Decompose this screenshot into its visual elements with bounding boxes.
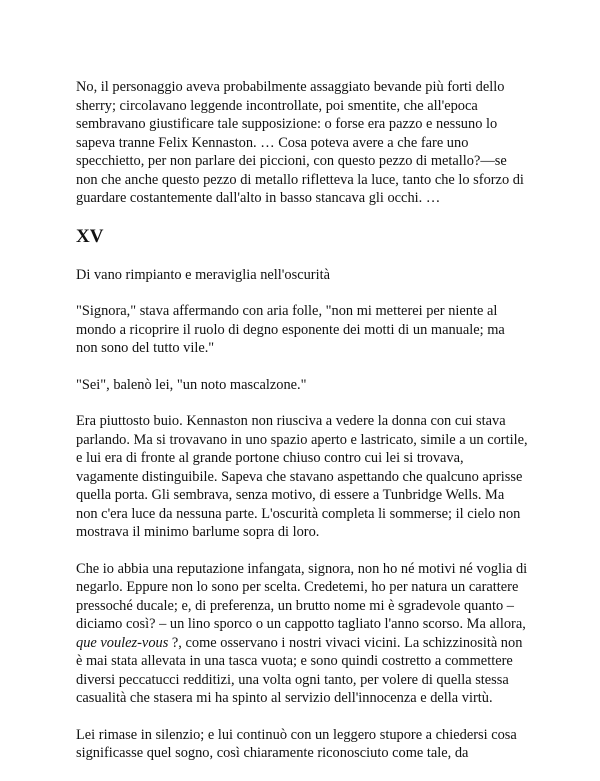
paragraph: "Signora," stava affermando con aria folle, "non mi metterei per niente al mondo a ricoprire il ruolo di degno esponente dei motti di un manuale; ma non sono del tutto vile." [76,303,505,356]
paragraph: "Sei", balenò lei, "un noto mascalzone." [76,376,307,393]
paragraph: No, il personaggio aveva probabilmente assaggiato bevande più forti dello sherry; circolavano leggende incontrollate, poi smentite, che all'epoca sembravano giustificare tale supposizione: o forse era pazzo e nessuno lo sapeva tranne Felix Kennaston. … Cosa poteva avere a che fare uno specchietto, per non parlare dei piccioni, con questo pezzo di metallo?—se non che anche questo pezzo di metallo rifletteva la luce, tanto che lo sforzo di guardare costantemente dall'alto in basso stancava gli occhi. … [76,79,524,206]
italic-phrase: que voulez-vous [76,634,169,651]
paragraph: Era piuttosto buio. Kennaston non riusciva a vedere la donna con cui stava parlando. Ma si trovavano in uno spazio aperto e lastricato, simile a un cortile, e lui era di fronte al grande portone chiuso contro cui lei si trovava, vagamente distinguibile. Sapeva che stavano aspettando che qualcuno aprisse quella porta. Gli sembrava, senza motivo, di essere a Tunbridge Wells. Ma non c'era luce da nessuna parte. L'oscurità completa li sommerse; il cielo non mostrava il minimo barlume sopra di loro. [76,413,528,540]
paragraph [76,560,528,708]
paragraph: Lei rimase in silenzio; e lui continuò con un leggero stupore a chiedersi cosa significasse quel sogno, così chiaramente riconosciuto come tale, da [76,726,517,761]
chapter-number: XV [76,225,104,247]
paragraph-text: Che io abbia una reputazione infangata, signora, non ho né motivi né voglia di negarlo. Eppure non lo sono per scelta. Credetemi, ho per natura un carattere pressoché ducale; e, di preferenza, un brutto nome mi è sgradevole quanto – diciamo così? – un lino sporco o un cappotto tagliato l'anno scorso. Ma allora, [76,560,528,632]
chapter-title: Di vano rimpianto e meraviglia nell'oscurità [76,266,330,283]
document-page [76,78,528,781]
paragraph-text: ?, come osservano i nostri vivaci vicini. La schizzinosità non è mai stata allevata in una tasca vuota; e sono quindi costretto a commettere diversi peccatucci redditizi, una volta ogni tanto, per volere di quella stessa casualità che stasera mi ha spinto al servizio dell'innocenza e della virtù. [76,634,523,706]
